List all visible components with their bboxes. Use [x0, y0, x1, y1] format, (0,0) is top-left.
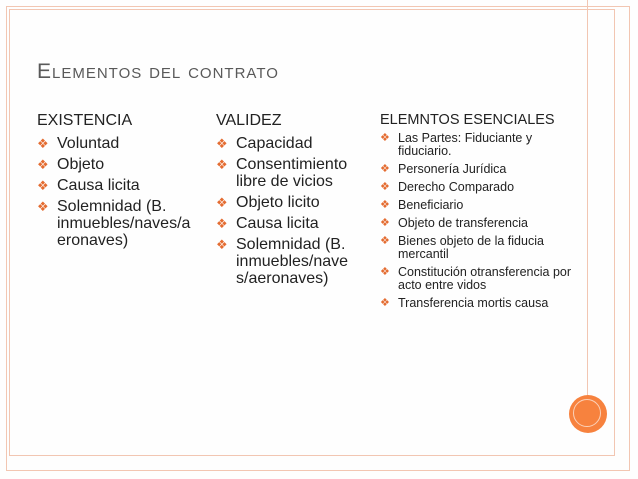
list-item-text: Beneficiario — [398, 198, 464, 212]
list-item-text: Las Partes: Fiduciante y fiduciario. — [398, 131, 533, 158]
list-item — [380, 235, 580, 261]
column-header: ELEMNTOS ESENCIALES — [380, 112, 555, 128]
bullet-icon: ❖ — [216, 195, 228, 210]
list-item — [216, 156, 366, 190]
list-item-text: Causa licita — [236, 215, 319, 232]
list-item-text: Transferencia mortis causa — [398, 296, 549, 310]
list-item — [37, 135, 207, 152]
list-item — [380, 132, 580, 158]
bullet-icon: ❖ — [37, 199, 49, 214]
bullet-list — [37, 135, 207, 249]
list-item-text: Voluntad — [57, 135, 120, 152]
bullet-icon: ❖ — [216, 216, 228, 231]
bullet-icon: ❖ — [380, 217, 390, 229]
bullet-icon: ❖ — [216, 157, 228, 172]
list-item-text: Derecho Comparado — [398, 180, 515, 194]
bullet-icon: ❖ — [380, 163, 390, 175]
column-header: EXISTENCIA — [37, 112, 133, 129]
bullet-icon: ❖ — [37, 178, 49, 193]
bullet-icon: ❖ — [216, 136, 228, 151]
bullet-icon: ❖ — [380, 132, 390, 144]
column-existencia — [37, 112, 207, 253]
decorative-line — [587, 0, 588, 404]
list-item — [216, 236, 366, 287]
list-item — [380, 266, 580, 292]
list-item — [380, 163, 580, 176]
bullet-icon: ❖ — [216, 237, 228, 252]
list-item-text: Objeto de transferencia — [398, 216, 528, 230]
list-item — [380, 181, 580, 194]
list-item — [216, 215, 366, 232]
list-item-text: Personería Jurídica — [398, 162, 507, 176]
column-header: VALIDEZ — [216, 112, 282, 129]
list-item — [380, 297, 580, 310]
bullet-icon: ❖ — [380, 199, 390, 211]
list-item — [216, 135, 366, 152]
list-item-text: Causa licita — [57, 177, 140, 194]
list-item — [380, 217, 580, 230]
list-item-text: Capacidad — [236, 135, 313, 152]
decorative-circle — [569, 395, 607, 433]
list-item-text: Solemnidad (B. inmuebles/naves/a eronaves) — [57, 198, 191, 249]
column-validez — [216, 112, 366, 291]
bullet-icon: ❖ — [37, 136, 49, 151]
bullet-icon: ❖ — [37, 157, 49, 172]
column-elementos-esenciales — [380, 112, 580, 315]
list-item — [380, 199, 580, 212]
title-text: Elementos del contrato — [37, 60, 279, 83]
bullet-icon: ❖ — [380, 181, 390, 193]
list-item-text: Consentimiento libre de vicios — [236, 156, 348, 190]
list-item-text: Bienes objeto de la fiducia mercantil — [398, 234, 544, 261]
list-item — [37, 198, 207, 249]
bullet-list — [380, 132, 580, 310]
slide-title — [37, 60, 279, 84]
list-item-text: Objeto — [57, 156, 105, 173]
list-item — [37, 177, 207, 194]
list-item — [216, 194, 366, 211]
bullet-icon: ❖ — [380, 266, 390, 278]
list-item — [37, 156, 207, 173]
list-item-text: Constitución otransferencia por acto entre vidos — [398, 265, 572, 292]
list-item-text: Objeto licito — [236, 194, 320, 211]
bullet-list — [216, 135, 366, 287]
bullet-icon: ❖ — [380, 297, 390, 309]
bullet-icon: ❖ — [380, 235, 390, 247]
list-item-text: Solemnidad (B. inmuebles/nave s/aeronaves) — [236, 236, 349, 287]
